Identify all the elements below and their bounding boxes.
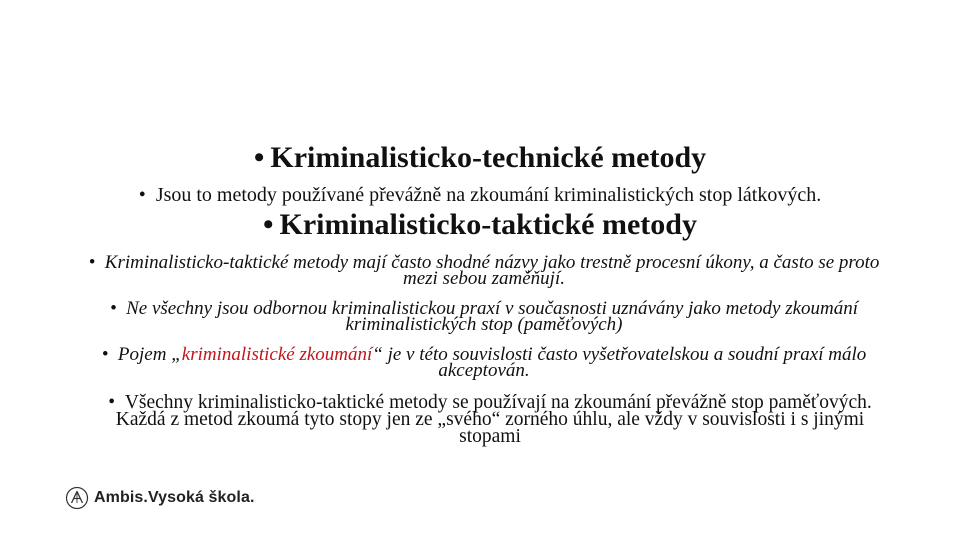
bullet: • bbox=[101, 344, 109, 365]
heading-tactical-methods-text: Kriminalisticko-taktické metody bbox=[279, 208, 697, 241]
bullet: • bbox=[108, 392, 116, 413]
ambis-logo bbox=[65, 485, 255, 511]
paragraph-not-recognized bbox=[84, 298, 884, 335]
bullet: • bbox=[253, 141, 265, 174]
paragraph-not-recognized-text: Ne všechny jsou odbornou kriminalistickou praxí v současnosti uznávány jako metody zkoumání kriminalistických stop (paměťových) bbox=[126, 298, 859, 335]
heading-technical-methods bbox=[0, 141, 960, 175]
highlighted-term: kriminalistické zkoumání bbox=[181, 344, 373, 365]
paragraph-memory-traces bbox=[100, 394, 880, 445]
paragraph-term-before: Pojem „ bbox=[117, 344, 182, 365]
paragraph-term-examination bbox=[84, 344, 884, 381]
paragraph-names-confusion-text: Kriminalisticko-taktické metody mají často shodné názvy jako trestně procesní úkony, a často se proto mezi sebou zaměňují. bbox=[104, 252, 880, 289]
bullet: • bbox=[138, 184, 146, 206]
bullet: • bbox=[263, 208, 274, 241]
paragraph-term-after: “ je v této souvislosti často vyšetřovatelskou a soudní praxí málo akceptován. bbox=[372, 344, 867, 381]
heading-technical-methods-text: Kriminalisticko-technické metody bbox=[270, 141, 707, 174]
ambis-logo-text: Ambis.Vysoká škola. bbox=[94, 489, 255, 506]
heading-tactical-methods bbox=[0, 208, 960, 242]
paragraph-technical-description bbox=[0, 183, 960, 207]
ambis-logo-icon bbox=[65, 486, 89, 510]
paragraph-memory-traces-text: Všechny kriminalisticko-taktické metody se používají na zkoumání převážně stop paměťových. Každá z metod zkoumá tyto stopy jen ze „svého“ zorného úhlu, ale vždy v souvislosti i s jinými stopami bbox=[115, 392, 872, 447]
paragraph-names-confusion bbox=[84, 252, 884, 289]
bullet: • bbox=[109, 298, 117, 319]
paragraph-technical-description-text: Jsou to metody používané převážně na zkoumání kriminalistických stop látkových. bbox=[155, 184, 822, 206]
bullet: • bbox=[88, 252, 96, 273]
